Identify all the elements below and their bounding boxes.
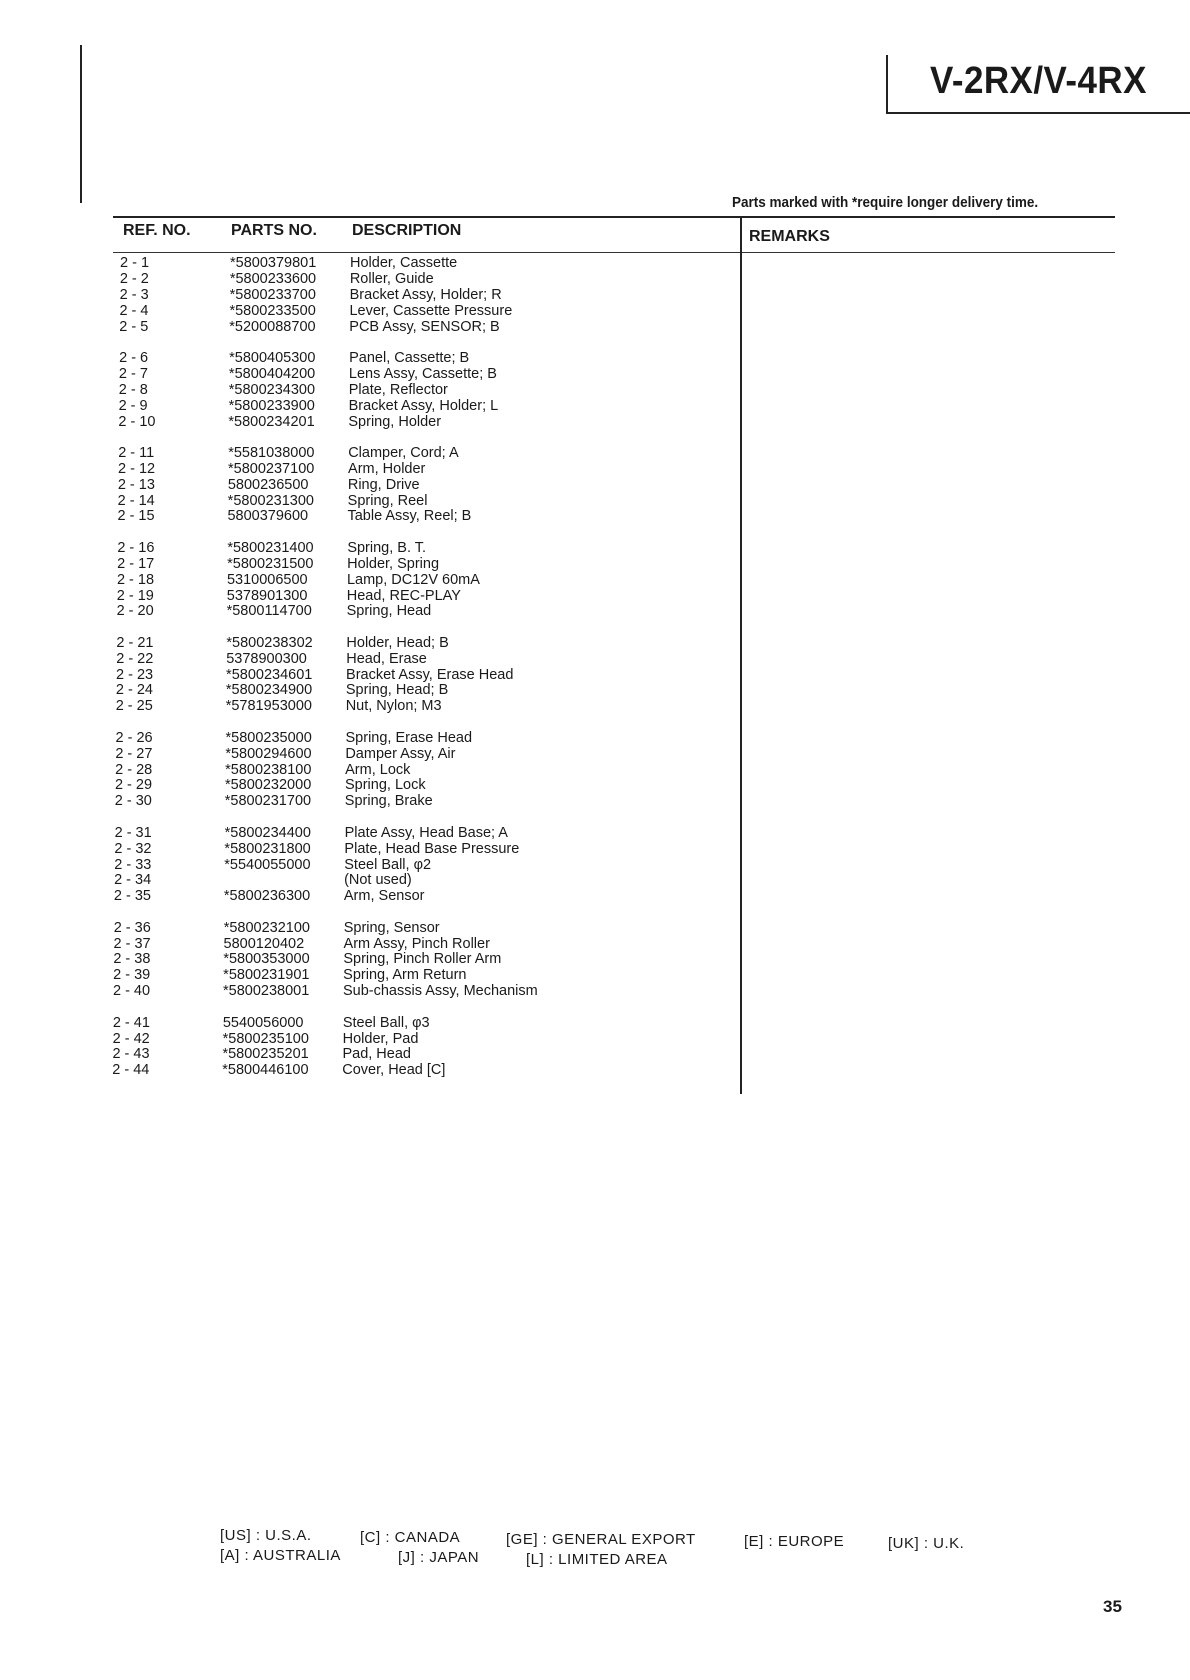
description: Holder, Spring bbox=[347, 555, 440, 572]
table-row bbox=[108, 492, 428, 510]
parts-no: *5800233500 bbox=[229, 302, 316, 319]
description: Spring, Erase Head bbox=[345, 729, 473, 746]
parts-no: *5800234300 bbox=[228, 381, 316, 398]
legend-us: [US] : U.S.A. bbox=[220, 1527, 312, 1544]
parts-no: *5800233900 bbox=[228, 397, 315, 414]
parts-no: *5800231500 bbox=[227, 555, 314, 572]
description: Ring, Drive bbox=[347, 476, 420, 493]
ref-no: 2 - 39 bbox=[113, 967, 151, 984]
description: Bracket Assy, Holder; L bbox=[348, 397, 499, 414]
description: Roller, Guide bbox=[349, 270, 434, 287]
table-row bbox=[109, 381, 448, 399]
table-row bbox=[105, 761, 411, 779]
ref-no: 2 - 28 bbox=[115, 761, 153, 778]
parts-no: *5800235000 bbox=[225, 729, 312, 746]
description: Plate Assy, Head Base; A bbox=[344, 824, 508, 841]
ref-no: 2 - 8 bbox=[118, 381, 148, 398]
ref-no: 2 - 38 bbox=[113, 951, 151, 968]
parts-no: *5800235100 bbox=[222, 1030, 309, 1047]
table-row bbox=[108, 413, 442, 431]
page-title: V-2RX/V-4RX bbox=[930, 60, 1147, 102]
description: Lens Assy, Cassette; B bbox=[348, 365, 497, 382]
col-header-remarks: REMARKS bbox=[749, 228, 830, 245]
table-row bbox=[109, 397, 499, 415]
parts-no: *5540055000 bbox=[224, 856, 311, 873]
description: Spring, Head bbox=[346, 603, 432, 620]
ref-no: 2 - 24 bbox=[115, 682, 153, 699]
parts-no: *5800294600 bbox=[225, 745, 312, 762]
parts-no: *5800236300 bbox=[223, 888, 311, 905]
parts-no: *5800353000 bbox=[223, 951, 310, 968]
ref-no: 2 - 21 bbox=[116, 634, 154, 651]
ref-no: 2 - 26 bbox=[115, 729, 153, 746]
legend-e: [E] : EUROPE bbox=[744, 1533, 845, 1550]
description: Bracket Assy, Erase Head bbox=[346, 666, 514, 683]
parts-no: 5800120402 bbox=[223, 935, 305, 952]
ref-no: 2 - 2 bbox=[119, 270, 149, 287]
table-row bbox=[107, 603, 432, 620]
table-row bbox=[105, 824, 508, 842]
table-row bbox=[103, 1030, 419, 1048]
parts-no: 5800379600 bbox=[227, 508, 309, 525]
table-top-rule bbox=[113, 216, 1115, 218]
description: Plate, Head Base Pressure bbox=[344, 840, 520, 857]
description: Lamp, DC12V 60mA bbox=[346, 571, 480, 588]
table-row bbox=[102, 1046, 411, 1063]
parts-no: 5540056000 bbox=[222, 1014, 304, 1031]
parts-no: *5800233600 bbox=[229, 270, 317, 287]
table-row bbox=[108, 460, 426, 478]
parts-no: *5800238302 bbox=[226, 634, 313, 651]
col-header-parts: PARTS NO. bbox=[231, 222, 317, 239]
description: Steel Ball, φ2 bbox=[344, 856, 432, 873]
ref-no: 2 - 4 bbox=[119, 302, 149, 319]
table-row bbox=[108, 476, 420, 494]
ref-no: 2 - 32 bbox=[114, 840, 152, 857]
parts-no: *5800114700 bbox=[226, 603, 312, 620]
description: Spring, Pinch Roller Arm bbox=[343, 951, 502, 968]
table-row bbox=[109, 365, 497, 383]
parts-no: *5800234201 bbox=[228, 413, 315, 430]
ref-no: 2 - 7 bbox=[118, 365, 148, 382]
description: Holder, Head; B bbox=[346, 634, 449, 651]
parts-no: *5800234601 bbox=[226, 666, 313, 683]
table-row bbox=[103, 951, 502, 968]
legend-a: [A] : AUSTRALIA bbox=[220, 1547, 341, 1564]
table-row bbox=[105, 793, 433, 810]
ref-no: 2 - 30 bbox=[114, 793, 152, 810]
parts-no: *5800235201 bbox=[222, 1046, 309, 1063]
parts-no: *5800238001 bbox=[222, 983, 310, 1000]
parts-no: *5800234900 bbox=[225, 682, 313, 699]
ref-no: 2 - 10 bbox=[118, 413, 156, 430]
table-row bbox=[109, 318, 500, 336]
parts-no: *5581038000 bbox=[228, 444, 315, 461]
table-row bbox=[103, 1014, 430, 1032]
description: Arm, Holder bbox=[348, 460, 426, 477]
description: Panel, Cassette; B bbox=[349, 349, 470, 366]
ref-no: 2 - 11 bbox=[118, 444, 155, 461]
ref-no: 2 - 22 bbox=[116, 650, 154, 667]
table-row bbox=[106, 650, 427, 668]
table-row bbox=[104, 919, 440, 937]
description: Table Assy, Reel; B bbox=[347, 508, 472, 525]
parts-no: 5378901300 bbox=[226, 587, 308, 604]
ref-no: 2 - 12 bbox=[118, 460, 156, 477]
description: Clamper, Cord; A bbox=[348, 444, 459, 461]
parts-no: *5800237100 bbox=[228, 460, 315, 477]
description: Pad, Head bbox=[342, 1046, 411, 1063]
description: Cover, Head [C] bbox=[342, 1062, 446, 1079]
ref-no: 2 - 42 bbox=[112, 1030, 150, 1047]
table-row bbox=[109, 349, 470, 367]
parts-no: *5800231800 bbox=[224, 840, 311, 857]
description: Spring, Lock bbox=[344, 777, 426, 794]
page-number: 35 bbox=[1103, 1597, 1122, 1616]
description: Holder, Pad bbox=[342, 1030, 419, 1047]
ref-no: 2 - 41 bbox=[112, 1014, 150, 1031]
description: PCB Assy, SENSOR; B bbox=[349, 318, 500, 335]
parts-no: *5800379801 bbox=[230, 255, 317, 271]
ref-no: 2 - 3 bbox=[119, 286, 149, 303]
ref-no: 2 - 31 bbox=[114, 824, 152, 841]
description: Sub-chassis Assy, Mechanism bbox=[342, 983, 538, 1000]
table-row bbox=[109, 302, 513, 320]
description: Steel Ball, φ3 bbox=[342, 1014, 430, 1031]
col-header-description: DESCRIPTION bbox=[352, 222, 462, 239]
description: (Not used) bbox=[344, 872, 412, 889]
ref-no: 2 - 43 bbox=[112, 1046, 150, 1063]
parts-no: *5800231901 bbox=[223, 967, 310, 984]
description: Nut, Nylon; M3 bbox=[345, 698, 442, 715]
ref-no: 2 - 37 bbox=[113, 935, 151, 952]
table-row bbox=[107, 587, 461, 605]
parts-no: 5310006500 bbox=[226, 571, 308, 588]
ref-no: 2 - 1 bbox=[120, 255, 150, 271]
table-row bbox=[104, 888, 425, 905]
parts-no: *5800231300 bbox=[227, 492, 314, 509]
description: Spring, Arm Return bbox=[343, 967, 467, 984]
description: Plate, Reflector bbox=[348, 381, 448, 398]
ref-no: 2 - 15 bbox=[117, 508, 155, 525]
table-row bbox=[103, 983, 538, 1000]
table-row bbox=[107, 555, 440, 573]
parts-no: 5378900300 bbox=[226, 650, 307, 667]
ref-no: 2 - 29 bbox=[114, 777, 153, 794]
table-row bbox=[103, 967, 467, 984]
margin-rule bbox=[80, 45, 82, 203]
ref-no: 2 - 40 bbox=[112, 983, 151, 1000]
description: Arm Assy, Pinch Roller bbox=[343, 935, 490, 952]
parts-no: *5800238100 bbox=[225, 761, 312, 778]
ref-no: 2 - 36 bbox=[113, 919, 151, 936]
table-row bbox=[104, 872, 412, 889]
parts-no: *5800232100 bbox=[223, 919, 310, 936]
parts-no: *5800232000 bbox=[224, 777, 312, 794]
parts-no: *5800233700 bbox=[229, 286, 316, 303]
parts-no: *5800404200 bbox=[228, 365, 316, 382]
description: Spring, Sensor bbox=[343, 919, 440, 936]
ref-no: 2 - 9 bbox=[118, 397, 148, 414]
ref-no: 2 - 6 bbox=[119, 349, 149, 366]
ref-no: 2 - 14 bbox=[117, 492, 155, 509]
ref-no: 2 - 44 bbox=[112, 1062, 150, 1079]
ref-no: 2 - 17 bbox=[117, 555, 155, 572]
col-header-ref: REF. NO. bbox=[123, 222, 191, 239]
ref-no: 2 - 25 bbox=[115, 698, 153, 715]
table-row bbox=[105, 745, 456, 763]
parts-no: *5800405300 bbox=[229, 349, 316, 366]
parts-no: 5800236500 bbox=[227, 476, 309, 493]
parts-no: *5781953000 bbox=[225, 698, 312, 715]
table-row bbox=[104, 840, 520, 858]
legend-c: [C] : CANADA bbox=[360, 1529, 461, 1546]
ref-no: 2 - 13 bbox=[117, 476, 155, 493]
ref-no: 2 - 34 bbox=[114, 872, 152, 889]
table-header-rule bbox=[113, 252, 1115, 253]
table-row bbox=[108, 444, 459, 462]
table-row bbox=[106, 682, 449, 699]
legend-uk: [UK] : U.K. bbox=[888, 1535, 965, 1552]
description: Head, Erase bbox=[346, 650, 427, 667]
description: Spring, Holder bbox=[348, 413, 442, 430]
legend-j: [J] : JAPAN bbox=[398, 1549, 480, 1566]
table-row bbox=[106, 729, 473, 747]
table-row bbox=[104, 935, 490, 953]
table-row bbox=[106, 634, 449, 652]
ref-no: 2 - 19 bbox=[116, 587, 154, 604]
table-row bbox=[104, 856, 432, 874]
description: Lever, Cassette Pressure bbox=[349, 302, 513, 319]
description: Spring, Head; B bbox=[345, 682, 449, 699]
description: Spring, Reel bbox=[347, 492, 428, 509]
remarks-divider bbox=[740, 216, 742, 1094]
table-row bbox=[107, 571, 480, 589]
ref-no: 2 - 35 bbox=[113, 888, 151, 905]
ref-no: 2 - 27 bbox=[115, 745, 153, 762]
description: Head, REC-PLAY bbox=[346, 587, 461, 604]
ref-no: 2 - 16 bbox=[117, 539, 155, 556]
description: Holder, Cassette bbox=[350, 255, 458, 271]
description: Bracket Assy, Holder; R bbox=[349, 286, 502, 303]
ref-no: 2 - 5 bbox=[119, 318, 149, 335]
table-row bbox=[106, 666, 514, 684]
parts-no: *5800231700 bbox=[224, 793, 312, 810]
description: Arm, Lock bbox=[345, 761, 411, 778]
table-row bbox=[105, 777, 426, 794]
legend-ge: [GE] : GENERAL EXPORT bbox=[506, 1531, 696, 1548]
description: Spring, Brake bbox=[344, 793, 433, 810]
table-row bbox=[107, 539, 427, 557]
delivery-note: Parts marked with *require longer delivery time. bbox=[732, 194, 1039, 211]
table-row bbox=[107, 508, 472, 525]
description: Damper Assy, Air bbox=[345, 745, 456, 762]
table-row bbox=[102, 1062, 446, 1079]
description: Arm, Sensor bbox=[343, 888, 425, 905]
parts-no: *5800446100 bbox=[222, 1062, 309, 1079]
legend-l: [L] : LIMITED AREA bbox=[526, 1551, 668, 1568]
parts-no: *5800234400 bbox=[224, 824, 311, 841]
parts-no: *5200088700 bbox=[229, 318, 316, 335]
ref-no: 2 - 20 bbox=[116, 603, 154, 620]
ref-no: 2 - 23 bbox=[116, 666, 154, 683]
description: Spring, B. T. bbox=[347, 539, 427, 556]
parts-no: *5800231400 bbox=[227, 539, 314, 556]
ref-no: 2 - 18 bbox=[116, 571, 155, 588]
ref-no: 2 - 33 bbox=[114, 856, 152, 873]
table-row bbox=[106, 698, 442, 715]
